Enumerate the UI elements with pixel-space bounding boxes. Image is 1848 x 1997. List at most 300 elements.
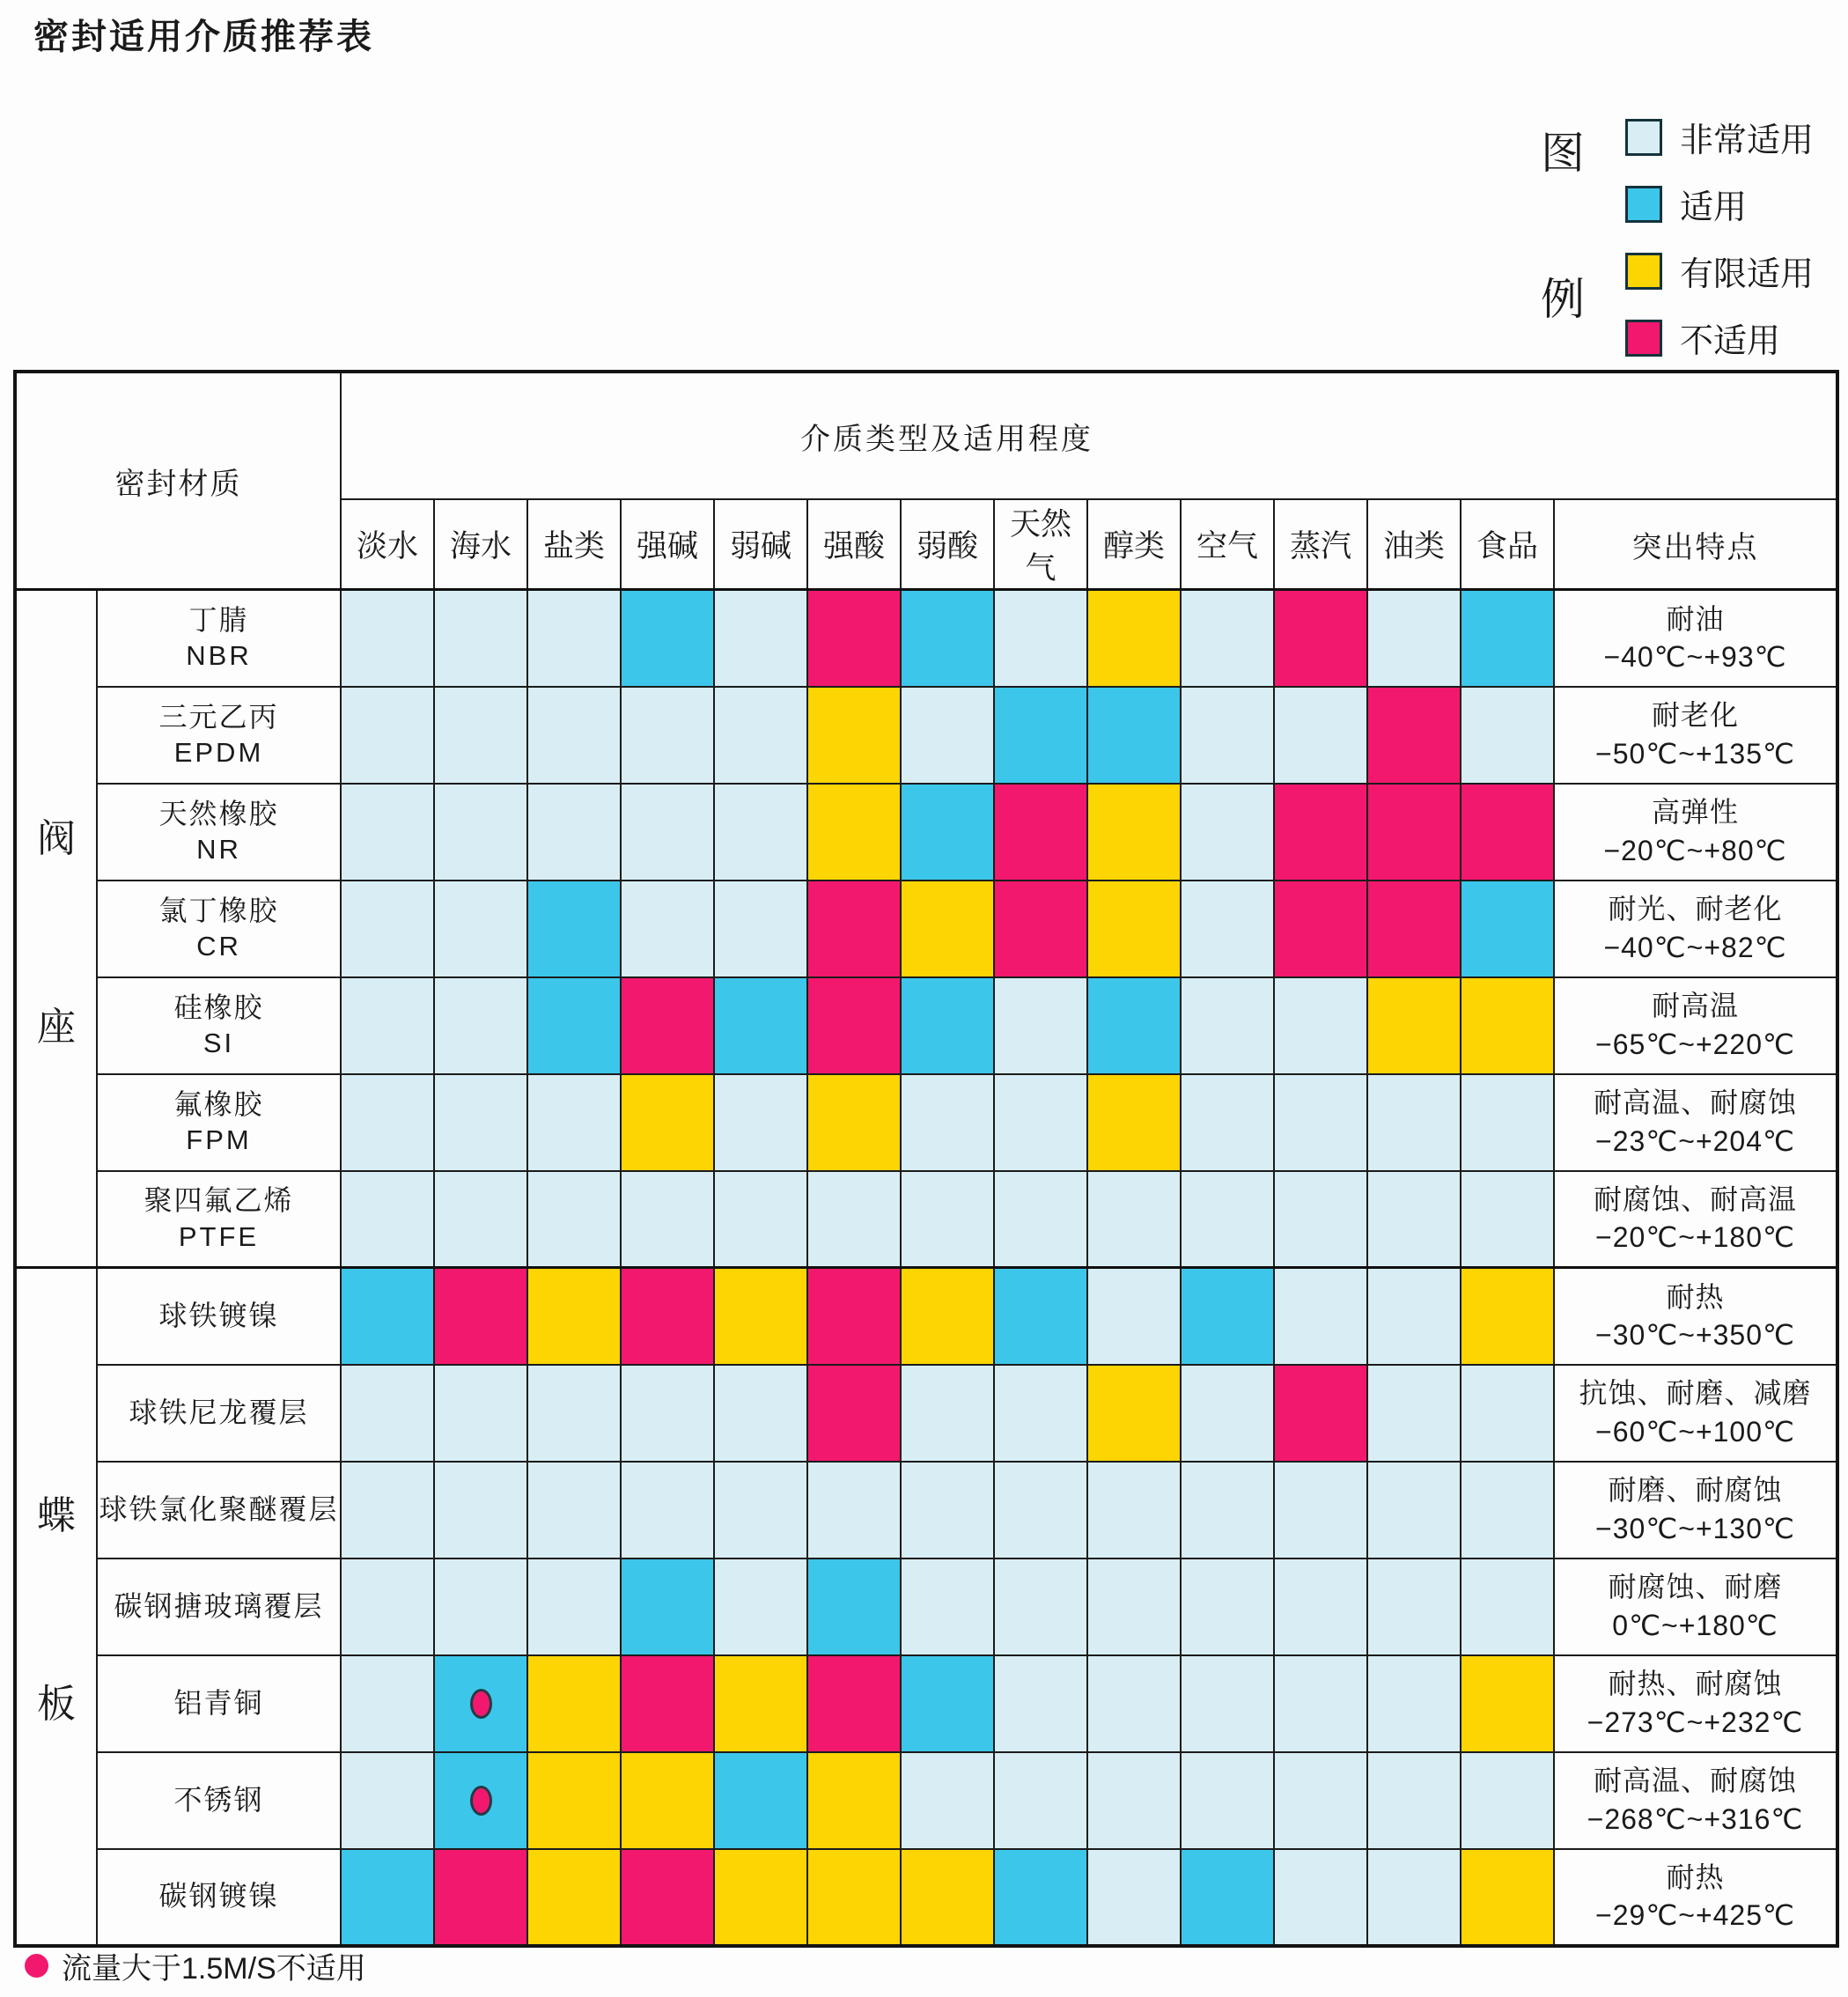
suitability-cell: [1367, 1462, 1461, 1559]
material-code: NBR: [186, 640, 252, 672]
group-label-char: 蝶: [37, 1494, 76, 1538]
suitability-cell: [714, 784, 807, 881]
table-row: [15, 687, 1837, 784]
material-name: 三元乙丙: [158, 700, 279, 733]
suitability-cell: [1461, 1655, 1554, 1752]
legend-item-label: 非常适用: [1680, 122, 1815, 159]
suitability-cell: [1367, 1171, 1461, 1268]
suitability-cell: [621, 881, 714, 977]
suitability-cell: [994, 1559, 1087, 1655]
feature-temp-range: 0℃~+180℃: [1612, 1609, 1778, 1641]
table-row: [15, 590, 1837, 687]
suitability-cell: [527, 784, 621, 881]
suitability-cell: [807, 1074, 901, 1171]
feature-text: 耐高温、耐腐蚀: [1593, 1765, 1797, 1797]
suitability-cell: [434, 881, 527, 977]
suitability-cell: [714, 1559, 807, 1655]
media-header: 弱酸: [901, 499, 994, 590]
suitability-cell: [714, 1074, 807, 1171]
material-cell: [97, 1752, 341, 1849]
suitability-cell: [901, 1655, 994, 1752]
legend-swatch: [1625, 320, 1662, 357]
legend-item-label: 有限适用: [1680, 256, 1815, 293]
suitability-cell: [1367, 1559, 1461, 1655]
suitability-cell: [1461, 1365, 1554, 1462]
media-header: 海水: [434, 499, 527, 590]
suitability-cell: [1367, 1268, 1461, 1365]
material-cell: [97, 1365, 341, 1462]
material-code: CR: [196, 931, 241, 962]
feature-cell: [1554, 784, 1837, 881]
material-name: 氯丁橡胶: [158, 894, 279, 926]
suitability-cell: [621, 784, 714, 881]
suitability-cell: [341, 881, 434, 977]
page-title: 密封适用介质推荐表: [33, 18, 374, 56]
suitability-cell: [901, 1268, 994, 1365]
legend-mark-bottom: 例: [1541, 275, 1585, 324]
material-cell: [97, 1655, 341, 1752]
suitability-cell: [994, 977, 1087, 1074]
table-row: [15, 977, 1837, 1074]
material-cell: [97, 1074, 341, 1171]
feature-text: 高弹性: [1651, 796, 1739, 829]
suitability-cell: [621, 1171, 714, 1268]
suitability-cell: [341, 1849, 434, 1946]
suitability-cell: [1087, 1365, 1181, 1462]
suitability-cell: [1087, 1655, 1181, 1752]
media-header: 盐类: [527, 499, 621, 590]
suitability-cell: [1461, 1849, 1554, 1946]
suitability-cell: [1181, 1559, 1274, 1655]
feature-cell: [1554, 881, 1837, 977]
material-cell: [97, 784, 341, 881]
suitability-cell: [901, 881, 994, 977]
suitability-cell: [994, 1074, 1087, 1171]
suitability-cell: [434, 1171, 527, 1268]
material-cell: [97, 1849, 341, 1946]
suitability-cell: [1274, 590, 1367, 687]
suitability-cell: [994, 1655, 1087, 1752]
material-cell: [97, 881, 341, 977]
suitability-cell: [807, 784, 901, 881]
feature-temp-range: −65℃~+220℃: [1595, 1028, 1795, 1060]
feature-temp-range: −60℃~+100℃: [1595, 1415, 1795, 1448]
suitability-cell: [1461, 1074, 1554, 1171]
legend-mark-column: [1541, 113, 1585, 333]
table-row: [15, 1462, 1837, 1559]
suitability-cell: [994, 881, 1087, 977]
suitability-cell: [621, 1074, 714, 1171]
suitability-cell: [621, 1849, 714, 1946]
material-name: 硅橡胶: [173, 991, 264, 1023]
feature-temp-range: −50℃~+135℃: [1595, 737, 1795, 770]
suitability-cell: [901, 977, 994, 1074]
suitability-cell: [807, 881, 901, 977]
suitability-cell: [1181, 1752, 1274, 1849]
suitability-cell: [807, 1365, 901, 1462]
legend-items: [1625, 113, 1814, 362]
suitability-cell: [807, 687, 901, 784]
suitability-cell: [1461, 784, 1554, 881]
material-name: 不锈钢: [173, 1783, 264, 1816]
material-cell: [97, 687, 341, 784]
footnote-text: 流量大于1.5M/S不适用: [62, 1952, 366, 1986]
suitability-cell: [1181, 977, 1274, 1074]
legend-item: [1625, 313, 1814, 362]
suitability-cell: [807, 1171, 901, 1268]
suitability-cell: [434, 1849, 527, 1946]
flow-dot-icon: [470, 1689, 492, 1719]
suitability-cell: [1274, 1849, 1367, 1946]
footnote: [25, 1944, 366, 1987]
table-row: [15, 1559, 1837, 1655]
suitability-cell: [527, 687, 621, 784]
suitability-cell: [1087, 1752, 1181, 1849]
suitability-cell: [901, 1074, 994, 1171]
suitability-cell: [1274, 1752, 1367, 1849]
suitability-cell: [621, 1462, 714, 1559]
group-label-char: 板: [37, 1683, 76, 1727]
legend-item-label: 适用: [1680, 189, 1748, 226]
suitability-cell: [621, 1655, 714, 1752]
suitability-cell: [901, 1462, 994, 1559]
suitability-cell: [994, 1171, 1087, 1268]
suitability-cell: [1087, 1074, 1181, 1171]
feature-cell: [1554, 1655, 1837, 1752]
feature-temp-range: −273℃~+232℃: [1587, 1706, 1804, 1738]
suitability-cell: [1367, 590, 1461, 687]
material-name: 丁腈: [188, 603, 249, 636]
feature-temp-range: −40℃~+93℃: [1603, 640, 1787, 673]
suitability-cell: [1367, 687, 1461, 784]
feature-temp-range: −30℃~+130℃: [1595, 1512, 1795, 1544]
suitability-cell: [527, 881, 621, 977]
suitability-cell: [807, 590, 901, 687]
suitability-cell: [1274, 784, 1367, 881]
table-row: [15, 784, 1837, 881]
suitability-cell: [1461, 1559, 1554, 1655]
material-cell: [97, 977, 341, 1074]
media-header: 弱碱: [714, 499, 807, 590]
corner-header: 密封材质: [15, 372, 341, 590]
suitability-cell: [1461, 1171, 1554, 1268]
suitability-cell: [1274, 1559, 1367, 1655]
suitability-cell: [1087, 784, 1181, 881]
suitability-cell: [1461, 687, 1554, 784]
suitability-cell: [714, 1268, 807, 1365]
suitability-cell: [1367, 1365, 1461, 1462]
feature-cell: [1554, 1365, 1837, 1462]
suitability-cell: [994, 590, 1087, 687]
media-header: 蒸汽: [1274, 499, 1367, 590]
suitability-cell: [341, 977, 434, 1074]
suitability-cell: [1087, 1171, 1181, 1268]
suitability-cell: [714, 1171, 807, 1268]
suitability-cell: [527, 1365, 621, 1462]
legend-mark-top: 图: [1541, 129, 1585, 178]
feature-temp-range: −268℃~+316℃: [1587, 1802, 1804, 1835]
suitability-cell: [994, 1849, 1087, 1946]
feature-text: 耐高温: [1651, 990, 1739, 1022]
suitability-cell: [341, 1752, 434, 1849]
suitability-cell: [1367, 1074, 1461, 1171]
table-row: [15, 1268, 1837, 1365]
suitability-cell: [994, 784, 1087, 881]
material-code: SI: [202, 1028, 235, 1059]
suitability-cell: [434, 1559, 527, 1655]
suitability-cell: [341, 1655, 434, 1752]
legend-item: [1625, 247, 1814, 295]
material-name: 聚四氟乙烯: [144, 1184, 294, 1217]
feature-cell: [1554, 590, 1837, 687]
suitability-cell: [341, 1171, 434, 1268]
suitability-cell: [714, 1365, 807, 1462]
material-name: 碳钢搪玻璃覆层: [114, 1589, 324, 1622]
suitability-cell: [807, 1268, 901, 1365]
suitability-cell: [434, 1655, 527, 1752]
media-header: 强碱: [621, 499, 714, 590]
feature-temp-range: −23℃~+204℃: [1595, 1124, 1795, 1157]
suitability-cell: [1274, 977, 1367, 1074]
feature-temp-range: −29℃~+425℃: [1595, 1899, 1795, 1931]
suitability-cell: [341, 1365, 434, 1462]
suitability-cell: [527, 977, 621, 1074]
suitability-cell: [1087, 1849, 1181, 1946]
material-cell: [97, 590, 341, 687]
suitability-cell: [1274, 1365, 1367, 1462]
suitability-cell: [1274, 1171, 1367, 1268]
suitability-cell: [714, 1752, 807, 1849]
suitability-cell: [621, 687, 714, 784]
suitability-cell: [1181, 1171, 1274, 1268]
suitability-cell: [434, 1365, 527, 1462]
feature-cell: [1554, 977, 1837, 1074]
suitability-cell: [1367, 977, 1461, 1074]
suitability-cell: [901, 687, 994, 784]
feature-cell: [1554, 1074, 1837, 1171]
suitability-cell: [901, 784, 994, 881]
suitability-cell: [1367, 881, 1461, 977]
suitability-cell: [341, 1268, 434, 1365]
suitability-cell: [1181, 1268, 1274, 1365]
suitability-cell: [341, 687, 434, 784]
legend-swatch: [1625, 186, 1662, 223]
suitability-cell: [434, 590, 527, 687]
suitability-cell: [807, 1655, 901, 1752]
material-code: PTFE: [178, 1220, 260, 1252]
suitability-cell: [434, 784, 527, 881]
suitability-cell: [1087, 1268, 1181, 1365]
material-cell: [97, 1559, 341, 1655]
table-row: [15, 881, 1837, 977]
suitability-cell: [994, 1462, 1087, 1559]
feature-cell: [1554, 1268, 1837, 1365]
legend-item: [1625, 113, 1814, 161]
suitability-cell: [434, 977, 527, 1074]
suitability-cell: [1087, 881, 1181, 977]
suitability-cell: [1274, 1655, 1367, 1752]
feature-cell: [1554, 687, 1837, 784]
suitability-cell: [434, 1752, 527, 1849]
suitability-cell: [1181, 1462, 1274, 1559]
material-name: 球铁镀镍: [158, 1299, 279, 1331]
material-name: 球铁氯化聚醚覆层: [99, 1492, 339, 1525]
suitability-cell: [1181, 590, 1274, 687]
flow-dot-icon: [25, 1954, 48, 1978]
suitability-cell: [1461, 977, 1554, 1074]
material-cell: [97, 1462, 341, 1559]
suitability-cell: [1461, 590, 1554, 687]
feature-text: 抗蚀、耐磨、减磨: [1579, 1377, 1812, 1410]
group-label: [15, 1268, 97, 1946]
group-label-stack: [17, 1484, 96, 1728]
suitability-cell: [1367, 1752, 1461, 1849]
suitability-cell: [901, 1365, 994, 1462]
feature-cell: [1554, 1559, 1837, 1655]
legend-item-label: 不适用: [1680, 323, 1781, 360]
suitability-cell: [1087, 977, 1181, 1074]
suitability-cell: [714, 1849, 807, 1946]
feature-temp-range: −20℃~+180℃: [1595, 1221, 1795, 1254]
group-label-stack: [17, 807, 96, 1051]
suitability-cell: [527, 1171, 621, 1268]
suitability-cell: [714, 977, 807, 1074]
suitability-cell: [714, 881, 807, 977]
suitability-cell: [901, 1849, 994, 1946]
suitability-cell: [714, 590, 807, 687]
suitability-cell: [1367, 1655, 1461, 1752]
table-row: [15, 1365, 1837, 1462]
feature-text: 耐磨、耐腐蚀: [1608, 1474, 1783, 1507]
suitability-cell: [901, 1559, 994, 1655]
suitability-cell: [1367, 784, 1461, 881]
suitability-cell: [901, 590, 994, 687]
suitability-cell: [341, 1559, 434, 1655]
feature-text: 耐油: [1666, 602, 1725, 635]
group-label-char: 阀: [37, 816, 76, 860]
suitability-cell: [1274, 1074, 1367, 1171]
feature-cell: [1554, 1849, 1837, 1946]
legend-swatch: [1625, 119, 1662, 156]
feature-text: 耐热、耐腐蚀: [1608, 1668, 1783, 1700]
suitability-cell: [714, 687, 807, 784]
suitability-cell: [1087, 687, 1181, 784]
suitability-cell: [434, 1074, 527, 1171]
table-row: [15, 1074, 1837, 1171]
suitability-cell: [1181, 687, 1274, 784]
group-label: [15, 590, 97, 1268]
legend-item: [1625, 180, 1814, 228]
suitability-cell: [807, 1849, 901, 1946]
suitability-cell: [434, 1268, 527, 1365]
feature-text: 耐高温、耐腐蚀: [1593, 1087, 1797, 1119]
material-cell: [97, 1268, 341, 1365]
suitability-cell: [807, 1462, 901, 1559]
media-header: 食品: [1461, 499, 1554, 590]
feature-text: 耐光、耐老化: [1608, 893, 1783, 925]
media-header: 油类: [1367, 499, 1461, 590]
suitability-cell: [1087, 590, 1181, 687]
suitability-cell: [714, 1462, 807, 1559]
material-code: EPDM: [173, 737, 264, 769]
suitability-cell: [527, 1462, 621, 1559]
suitability-cell: [341, 784, 434, 881]
suitability-cell: [901, 1752, 994, 1849]
material-name: 碳钢镀镍: [158, 1880, 279, 1912]
suitability-cell: [1367, 1849, 1461, 1946]
media-header: 醇类: [1087, 499, 1181, 590]
material-name: 氟橡胶: [173, 1087, 264, 1120]
suitability-cell: [527, 1268, 621, 1365]
suitability-cell: [1461, 1268, 1554, 1365]
feature-text: 耐腐蚀、耐磨: [1608, 1571, 1783, 1603]
suitability-cell: [621, 1559, 714, 1655]
suitability-cell: [621, 1752, 714, 1849]
material-code: NR: [196, 834, 241, 866]
suitability-cell: [1274, 687, 1367, 784]
suitability-cell: [621, 1365, 714, 1462]
suitability-cell: [527, 1752, 621, 1849]
suitability-cell: [1181, 1074, 1274, 1171]
legend: [1541, 113, 1814, 362]
table-row: [15, 1752, 1837, 1849]
suitability-cell: [341, 1074, 434, 1171]
suitability-cell: [527, 1559, 621, 1655]
suitability-cell: [901, 1171, 994, 1268]
table-row: [15, 1171, 1837, 1268]
feature-temp-range: −20℃~+80℃: [1603, 834, 1787, 866]
suitability-cell: [527, 1074, 621, 1171]
media-header: 淡水: [341, 499, 434, 590]
suitability-cell: [1181, 1849, 1274, 1946]
feature-text: 耐热: [1666, 1861, 1725, 1893]
group-label-char: 座: [37, 1005, 76, 1049]
suitability-cell: [341, 1462, 434, 1559]
media-header: 空气: [1181, 499, 1274, 590]
feature-text: 耐腐蚀、耐高温: [1593, 1183, 1797, 1216]
table-row: [15, 1849, 1837, 1946]
suitability-cell: [1087, 1462, 1181, 1559]
material-code: FPM: [186, 1124, 252, 1156]
suitability-cell: [807, 1559, 901, 1655]
suitability-cell: [621, 1268, 714, 1365]
suitability-cell: [1274, 881, 1367, 977]
table-body: [15, 590, 1837, 1946]
suitability-cell: [714, 1655, 807, 1752]
suitability-cell: [527, 590, 621, 687]
media-header: 天然气: [994, 499, 1087, 590]
feature-cell: [1554, 1171, 1837, 1268]
suitability-cell: [807, 1752, 901, 1849]
suitability-cell: [1461, 881, 1554, 977]
table-row: [15, 1655, 1837, 1752]
suitability-cell: [1461, 1752, 1554, 1849]
feature-text: 耐老化: [1651, 699, 1739, 732]
feature-temp-range: −30℃~+350℃: [1595, 1318, 1795, 1351]
suitability-cell: [1181, 1365, 1274, 1462]
media-header: 强酸: [807, 499, 901, 590]
material-name: 铝青铜: [173, 1686, 264, 1719]
material-cell: [97, 1171, 341, 1268]
suitability-cell: [807, 977, 901, 1074]
suitability-cell: [994, 1365, 1087, 1462]
suitability-cell: [994, 1752, 1087, 1849]
material-name: 球铁尼龙覆层: [129, 1396, 309, 1428]
suitability-cell: [527, 1655, 621, 1752]
suitability-cell: [527, 1849, 621, 1946]
legend-swatch: [1625, 253, 1662, 290]
suitability-cell: [341, 590, 434, 687]
